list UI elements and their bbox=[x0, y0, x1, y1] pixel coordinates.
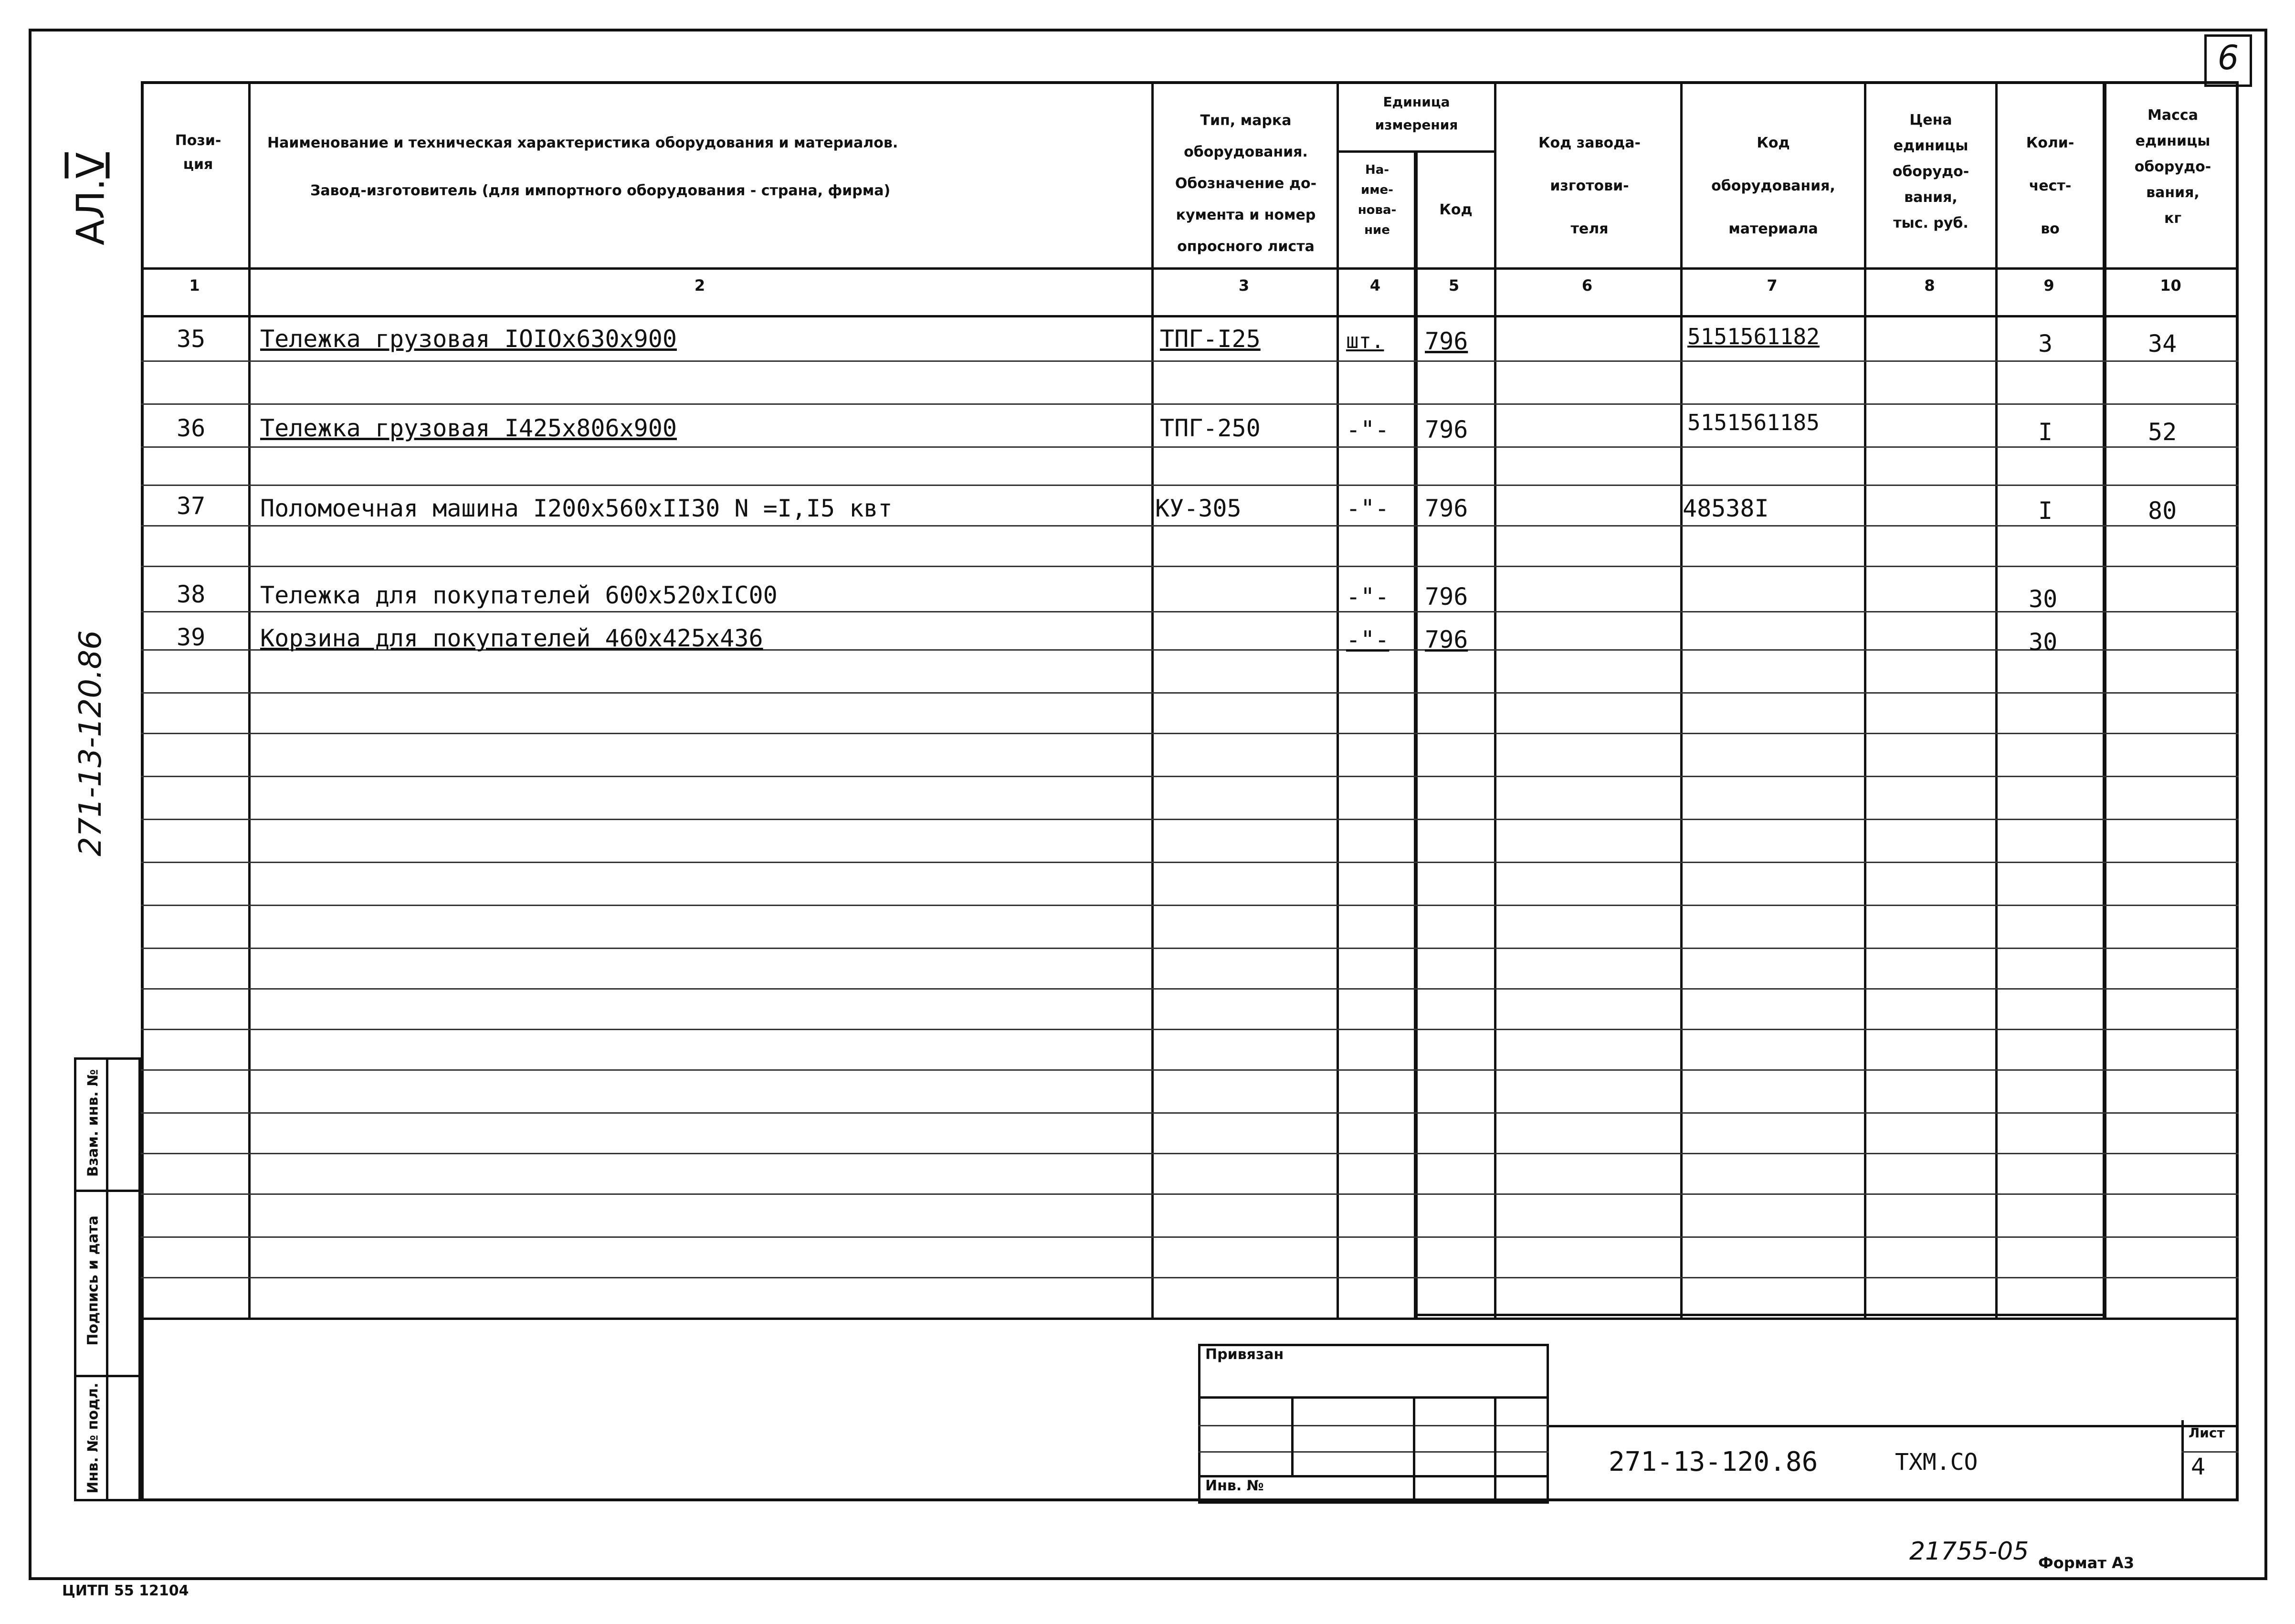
row39-code: 796 bbox=[1425, 626, 1468, 654]
row35-equip: 5151561182 bbox=[1687, 324, 1820, 349]
colnum-7: 7 bbox=[1767, 276, 1778, 295]
colnum-1: 1 bbox=[189, 276, 200, 295]
header-equip-code: Код оборудования, материала bbox=[1711, 135, 1835, 237]
row37-name: Поломоечная машина I200x560xII30 N =I,I5 квт bbox=[260, 495, 893, 522]
colnum-4: 4 bbox=[1369, 276, 1381, 295]
row37-unit: -"- bbox=[1346, 495, 1390, 522]
row36-name: Тележка грузовая I425x806x900 bbox=[260, 414, 677, 442]
row38-qty: 30 bbox=[2029, 585, 2058, 613]
row35-qty: 3 bbox=[2038, 330, 2053, 358]
handwritten-number: 21755-05 bbox=[1909, 1537, 2029, 1566]
stamp-label-vzam: Взам. инв. № bbox=[84, 1069, 102, 1177]
sheet-label: Лист bbox=[2189, 1425, 2225, 1441]
header-type: Тип, марка оборудования. Обозначение до- кумента и номер опросного листа bbox=[1175, 112, 1317, 255]
row38-pos: 38 bbox=[177, 580, 206, 608]
row37-pos: 37 bbox=[177, 492, 206, 520]
header-mass: Масса единицы оборудо- вания, кг bbox=[2134, 107, 2211, 227]
row36-unit: -"- bbox=[1346, 416, 1390, 443]
colnum-10: 10 bbox=[2160, 276, 2181, 295]
header-name-line2: Завод-изготовитель (для импортного оборудования - страна, фирма) bbox=[310, 182, 891, 199]
header-price: Цена единицы оборудо- вания, тыс. руб. bbox=[1892, 112, 1969, 232]
inv-label: Инв. № bbox=[1205, 1477, 1264, 1494]
row36-mass: 52 bbox=[2148, 418, 2177, 446]
doc-code-vertical: 271-13-120.86 bbox=[73, 630, 108, 856]
header-name-line1: Наименование и техническая характеристика оборудования и материалов. bbox=[267, 135, 898, 151]
colnum-2: 2 bbox=[694, 276, 705, 295]
privyazan-label: Привязан bbox=[1205, 1346, 1284, 1363]
row39-pos: 39 bbox=[177, 623, 206, 651]
row37-type: КУ-305 bbox=[1155, 495, 1242, 522]
row37-code: 796 bbox=[1425, 495, 1468, 522]
row38-name: Тележка для покупателей 600x520xIC00 bbox=[260, 581, 778, 609]
row36-pos: 36 bbox=[177, 414, 206, 442]
row37-mass: 80 bbox=[2148, 497, 2177, 525]
stamp-label-podpis: Подпись и дата bbox=[84, 1215, 102, 1346]
row35-pos: 35 bbox=[177, 325, 206, 353]
row36-code: 796 bbox=[1425, 416, 1468, 443]
colnum-6: 6 bbox=[1581, 276, 1593, 295]
row38-code: 796 bbox=[1425, 583, 1468, 611]
row37-qty: I bbox=[2038, 497, 2053, 525]
album-label: АЛ.V bbox=[68, 152, 113, 246]
row39-unit: -"- bbox=[1346, 626, 1390, 654]
header-qty: Коли- чест- во bbox=[2026, 135, 2074, 237]
colnum-5: 5 bbox=[1448, 276, 1460, 295]
row35-type: ТПГ-I25 bbox=[1160, 325, 1261, 353]
row36-qty: I bbox=[2038, 418, 2053, 446]
printer-label: ЦИТП 55 12104 bbox=[62, 1582, 189, 1599]
row36-equip: 5151561185 bbox=[1687, 410, 1820, 435]
colnum-9: 9 bbox=[2043, 276, 2054, 295]
row35-name: Тележка грузовая IOIOx630x900 bbox=[260, 325, 677, 353]
sheet-corner-number: 6 bbox=[2217, 38, 2239, 77]
row35-mass: 34 bbox=[2148, 330, 2177, 358]
header-unit: Единица измерения bbox=[1375, 94, 1458, 133]
colnum-8: 8 bbox=[1924, 276, 1935, 295]
row37-equip: 48538I bbox=[1683, 495, 1769, 522]
sheet-number: 4 bbox=[2191, 1454, 2206, 1480]
doc-mark: ТХМ.СО bbox=[1895, 1449, 1978, 1476]
row36-type: ТПГ-250 bbox=[1160, 414, 1261, 442]
row39-name: Корзина для покупателей 460x425x436 bbox=[260, 624, 763, 652]
row38-unit: -"- bbox=[1346, 583, 1390, 611]
header-factory-code: Код завода- изготови- теля bbox=[1538, 135, 1641, 237]
header-unit-name: На- име- нова- ние bbox=[1358, 163, 1397, 237]
header-unit-code: Код bbox=[1439, 201, 1473, 218]
row35-unit: шт. bbox=[1346, 329, 1384, 353]
row35-code: 796 bbox=[1425, 327, 1468, 355]
format-label: Формат А3 bbox=[2038, 1554, 2135, 1572]
colnum-3: 3 bbox=[1238, 276, 1250, 295]
stamp-label-inv: Инв. № подл. bbox=[84, 1382, 102, 1494]
designation: 271-13-120.86 bbox=[1609, 1446, 1818, 1477]
row39-qty: 30 bbox=[2029, 628, 2058, 656]
header-pos: Пози- ция bbox=[175, 132, 221, 173]
